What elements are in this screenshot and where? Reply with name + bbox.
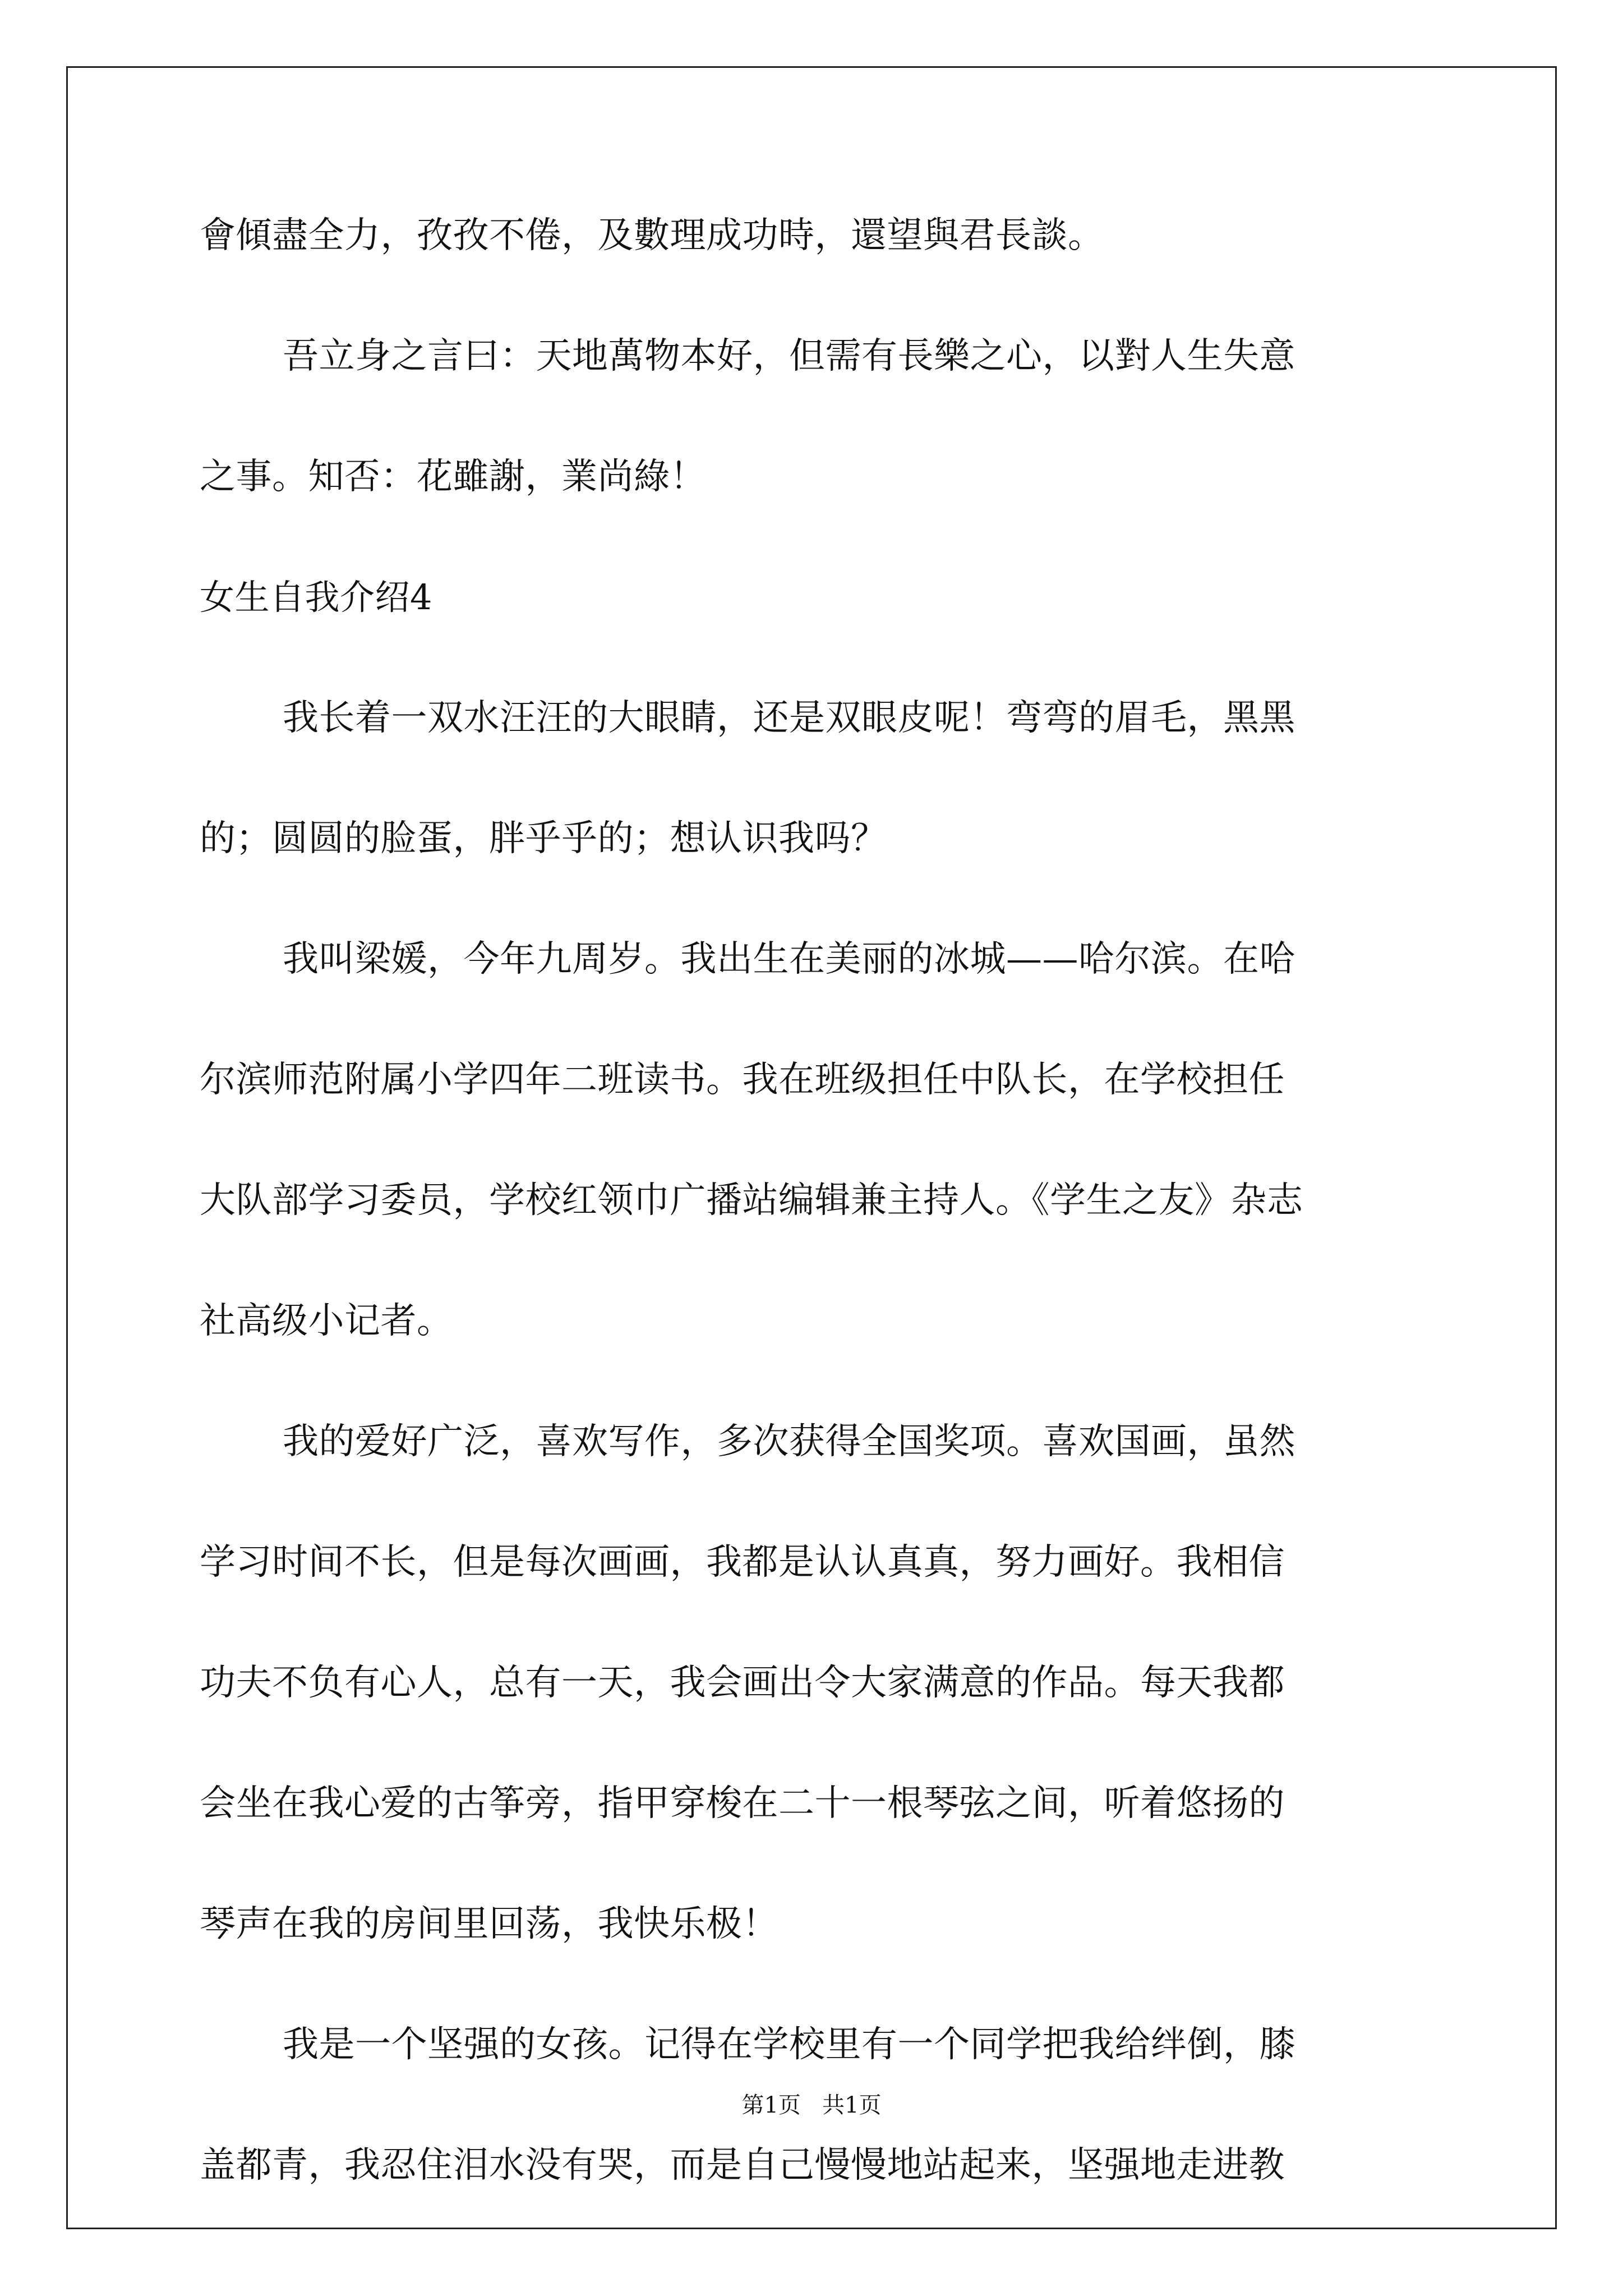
section-heading: 女生自我介绍4 bbox=[200, 577, 432, 618]
text-line: 會傾盡全力，孜孜不倦，及數理成功時，還望與君長談。 bbox=[200, 215, 1104, 256]
text-line: 学习时间不长，但是每次画画，我都是认认真真，努力画好。我相信 bbox=[200, 1542, 1285, 1583]
paragraph-first-line: 吾立身之言曰：天地萬物本好，但需有長樂之心，以對人生失意 bbox=[283, 335, 1295, 377]
page-footer bbox=[0, 2091, 1623, 2119]
paragraph-first-line: 我长着一双水汪汪的大眼睛，还是双眼皮呢！弯弯的眉毛，黑黑 bbox=[283, 697, 1295, 739]
paragraph-first-line: 我叫梁媛，今年九周岁。我出生在美丽的冰城——哈尔滨。在哈 bbox=[283, 938, 1295, 980]
text-line: 功夫不负有心人，总有一天，我会画出令大家满意的作品。每天我都 bbox=[200, 1662, 1285, 1704]
paragraph-first-line: 我是一个坚强的女孩。记得在学校里有一个同学把我给绊倒，膝 bbox=[283, 2024, 1295, 2065]
text-line: 会坐在我心爱的古筝旁，指甲穿梭在二十一根琴弦之间，听着悠扬的 bbox=[200, 1783, 1285, 1824]
text-line: 琴声在我的房间里回荡，我快乐极！ bbox=[200, 1903, 778, 1945]
paragraph-first-line: 我的爱好广泛，喜欢写作，多次获得全国奖项。喜欢国画，虽然 bbox=[283, 1421, 1295, 1462]
text-line: 的；圆圆的脸蛋，胖乎乎的；想认识我吗？ bbox=[200, 818, 887, 859]
text-line: 社高级小记者。 bbox=[200, 1300, 453, 1342]
text-line: 尔滨师范附属小学四年二班读书。我在班级担任中队长，在学校担任 bbox=[200, 1059, 1285, 1101]
text-line: 盖都青，我忍住泪水没有哭，而是自己慢慢地站起来，坚强地走进教 bbox=[200, 2145, 1285, 2186]
document-body bbox=[200, 213, 1425, 2188]
text-line: 大队部学习委员，学校红领巾广播站编辑兼主持人。《学生之友》杂志 bbox=[200, 1180, 1303, 1221]
page-number-label: 第1页 共1页 bbox=[741, 2092, 882, 2118]
text-line: 之事。知否：花雖謝，業尚綠！ bbox=[200, 456, 706, 498]
